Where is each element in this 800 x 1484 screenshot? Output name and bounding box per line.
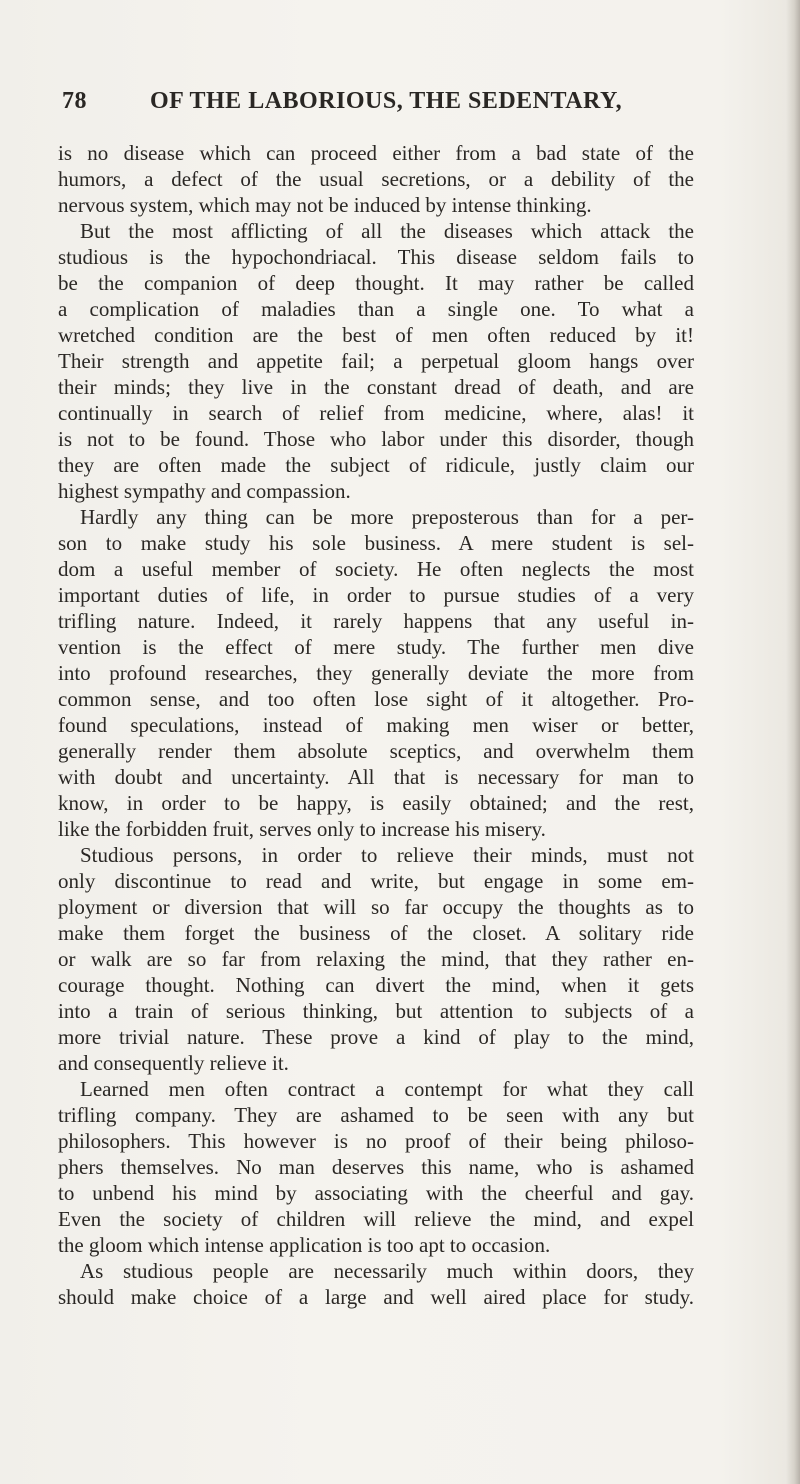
text-line: phers themselves. No man deserves this name, who is ashamed — [58, 1155, 694, 1179]
text-line: more trivial nature. These prove a kind of play to the mind, — [58, 1025, 694, 1049]
text-line: nervous system, which may not be induced by intense thinking. — [58, 193, 592, 217]
running-title: OF THE LABORIOUS, THE SEDENTARY, — [150, 88, 623, 114]
page-edge-shadow — [786, 0, 800, 1484]
text-line: their minds; they live in the constant dread of death, and are — [58, 375, 694, 399]
text-line: be the companion of deep thought. It may rather be called — [58, 271, 694, 295]
text-line: into a train of serious thinking, but attention to subjects of a — [58, 999, 694, 1023]
text-line: they are often made the subject of ridicule, justly claim our — [58, 453, 694, 477]
text-line: Even the society of children will relieve the mind, and expel — [58, 1207, 694, 1231]
page-number: 78 — [62, 88, 87, 114]
text-line: Their strength and appetite fail; a perpetual gloom hangs over — [58, 349, 694, 373]
running-head — [62, 88, 682, 118]
text-line: studious is the hypochondriacal. This disease seldom fails to — [58, 245, 694, 269]
text-line: courage thought. Nothing can divert the mind, when it gets — [58, 973, 694, 997]
text-line: like the forbidden fruit, serves only to increase his misery. — [58, 817, 546, 841]
text-line: Studious persons, in order to relieve their minds, must not — [80, 843, 694, 867]
text-line: wretched condition are the best of men often reduced by it! — [58, 323, 694, 347]
text-line: know, in order to be happy, is easily obtained; and the rest, — [58, 791, 694, 815]
text-line: highest sympathy and compassion. — [58, 479, 351, 503]
text-line: should make choice of a large and well aired place for study. — [58, 1285, 694, 1309]
text-line: Hardly any thing can be more preposterous than for a per- — [80, 505, 694, 529]
text-line: humors, a defect of the usual secretions, or a debility of the — [58, 167, 694, 191]
text-line: to unbend his mind by associating with the cheerful and gay. — [58, 1181, 694, 1205]
text-line: with doubt and uncertainty. All that is necessary for man to — [58, 765, 694, 789]
body-text — [58, 140, 694, 1310]
text-line: or walk are so far from relaxing the mind, that they rather en- — [58, 947, 694, 971]
text-line: trifling company. They are ashamed to be seen with any but — [58, 1103, 694, 1127]
text-line: found speculations, instead of making men wiser or better, — [58, 713, 694, 737]
text-line: trifling nature. Indeed, it rarely happens that any useful in- — [58, 609, 694, 633]
text-line: son to make study his sole business. A mere student is sel- — [58, 531, 694, 555]
text-line: is not to be found. Those who labor under this disorder, though — [58, 427, 694, 451]
text-line: into profound researches, they generally deviate the more from — [58, 661, 694, 685]
text-line: continually in search of relief from medicine, where, alas! it — [58, 401, 694, 425]
text-line: only discontinue to read and write, but engage in some em- — [58, 869, 694, 893]
text-line: dom a useful member of society. He often neglects the most — [58, 557, 694, 581]
text-line: But the most afflicting of all the diseases which attack the — [80, 219, 694, 243]
text-line: Learned men often contract a contempt for what they call — [80, 1077, 694, 1101]
text-line: important duties of life, in order to pursue studies of a very — [58, 583, 694, 607]
text-line: generally render them absolute sceptics, and overwhelm them — [58, 739, 694, 763]
text-line: As studious people are necessarily much within doors, they — [80, 1259, 694, 1283]
text-line: common sense, and too often lose sight of it altogether. Pro- — [58, 687, 694, 711]
text-line: philosophers. This however is no proof of their being philoso- — [58, 1129, 694, 1153]
text-line: and consequently relieve it. — [58, 1051, 289, 1075]
text-line: ployment or diversion that will so far occupy the thoughts as to — [58, 895, 694, 919]
text-line: vention is the effect of mere study. The further men dive — [58, 635, 694, 659]
text-line: a complication of maladies than a single one. To what a — [58, 297, 694, 321]
text-line: the gloom which intense application is too apt to occasion. — [58, 1233, 551, 1257]
text-line: make them forget the business of the closet. A solitary ride — [58, 921, 694, 945]
text-line: is no disease which can proceed either from a bad state of the — [58, 141, 694, 165]
